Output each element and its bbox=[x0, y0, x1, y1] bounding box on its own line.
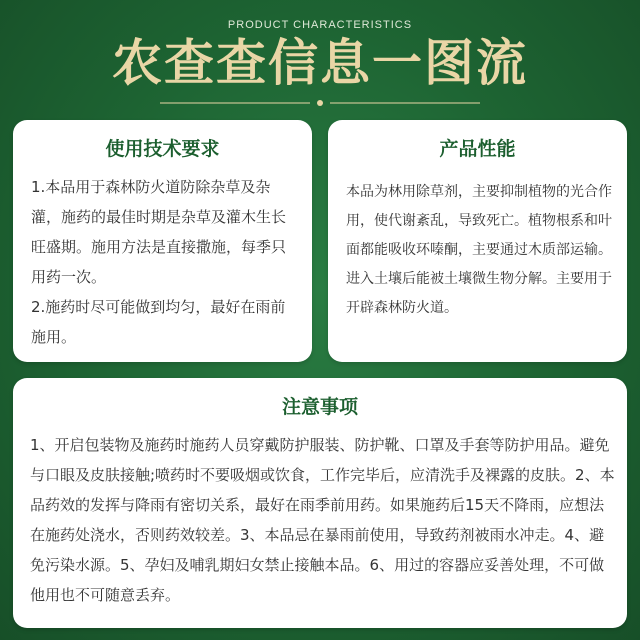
performance-card-body bbox=[346, 178, 616, 323]
performance-card-title: 产品性能 bbox=[439, 138, 516, 160]
usage-item: 2.施药时尽可能做到均匀，最好在雨前施用。 bbox=[31, 298, 286, 346]
performance-text: 本品为林用除草剂，主要抑制植物的光合作用，使代谢紊乱，导致死亡。植物根系和叶面都能吸收环嗪酮，主要通过木质部运输。进入土壤后能被土壤微生物分解。主要用于开辟森林防火道。 bbox=[346, 184, 612, 316]
usage-card-body bbox=[31, 172, 299, 352]
title-divider bbox=[160, 98, 480, 108]
usage-item: 1.本品用于森林防火道防除杂草及杂灌，施药的最佳时期是杂草及灌木生长旺盛期。施用方法是直接撒施，每季只用药一次。 bbox=[31, 178, 287, 286]
precautions-text: 1、开启包装物及施药时施药人员穿戴防护服装、防护靴、口罩及手套等防护用品。避免与口眼及皮肤接触;喷药时不要吸烟或饮食，工作完毕后，应清洗手及裸露的皮肤。2、本品药效的发挥与降雨有密切关系，最好在雨季前用药。如果施药后15天不降雨，应想法在施药处浇水，否则药效较差。3、本品忌在暴雨前使用，导致药剂被雨水冲走。4、避免污染水源。5、孕妇及哺乳期妇女禁止接触本品。6、用过的容器应妥善处理，不可做他用也不可随意丢弃。 bbox=[30, 436, 615, 604]
precautions-card bbox=[13, 378, 627, 628]
precautions-card-body bbox=[30, 430, 615, 610]
precautions-card-title: 注意事项 bbox=[281, 396, 358, 418]
usage-card-title: 使用技术要求 bbox=[105, 138, 220, 160]
header-subtitle: PRODUCT CHARACTERISTICS bbox=[227, 19, 413, 31]
performance-card bbox=[328, 120, 627, 362]
page-title: 农查查信息一图流 bbox=[112, 33, 528, 92]
usage-card bbox=[13, 120, 312, 362]
